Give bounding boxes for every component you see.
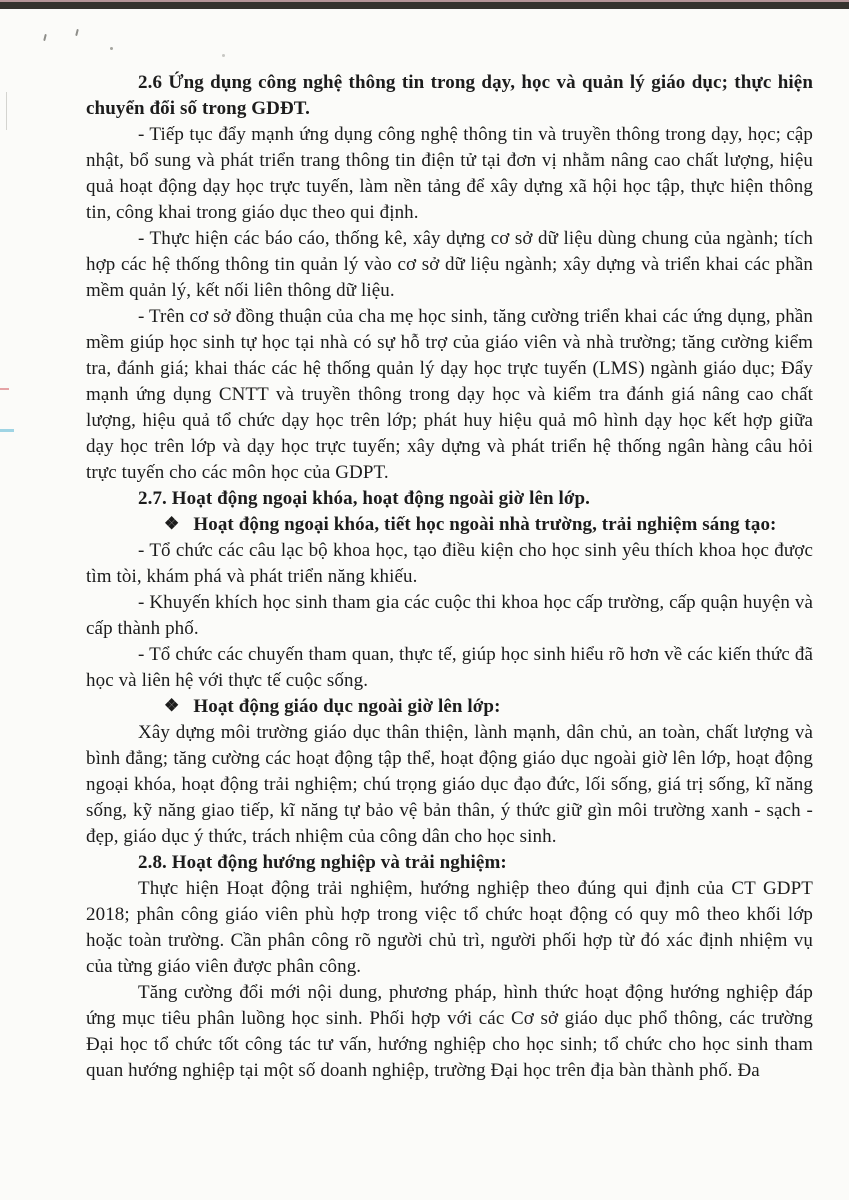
paragraph: Thực hiện Hoạt động trải nghiệm, hướng nghiệp theo đúng qui định của CT GDPT 2018; phân công giáo viên phù hợp trong việc tổ chức hoạt động có quy mô theo khối lớp hoặc toàn trường. Cần phân công rõ người chủ trì, người phối hợp từ đó xác định nhiệm vụ của từng giáo viên được phân công. xyxy=(86,878,813,977)
section-heading-2-7: 2.7. Hoạt động ngoại khóa, hoạt động ngoài giờ lên lớp. xyxy=(138,488,591,509)
subheading-extracurricular xyxy=(86,512,813,538)
subheading-out-of-class xyxy=(86,694,813,720)
section-heading-2-8: 2.8. Hoạt động hướng nghiệp và trải nghiệm: xyxy=(138,852,507,873)
subheading-label: Hoạt động giáo dục ngoài giờ lên lớp: xyxy=(193,696,501,717)
paragraph: - Khuyến khích học sinh tham gia các cuộc thi khoa học cấp trường, cấp quận huyện và cấp thành phố. xyxy=(86,592,813,639)
diamond-bullet-icon: ❖ xyxy=(164,696,180,715)
paragraph: Tăng cường đổi mới nội dung, phương pháp, hình thức hoạt động hướng nghiệp đáp ứng mục tiêu phân luồng học sinh. Phối hợp với các Cơ sở giáo dục phổ thông, các trường Đại học tổ chức tốt công tác tư vấn, hướng nghiệp cho học sinh; tổ chức cho học sinh tham quan hướng nghiệp tại một số doanh nghiệp, trường Đại học trên địa bàn thành phố. Đa xyxy=(86,982,813,1081)
paragraph: - Tiếp tục đẩy mạnh ứng dụng công nghệ thông tin và truyền thông trong dạy, học; cập nhật, bổ sung và phát triển trang thông tin điện tử tại đơn vị nhằm nâng cao chất lượng, hiệu quả hoạt động dạy học trực tuyến, làm nền tảng để xây dựng xã hội học tập, thực hiện thông tin, công khai trong giáo dục theo qui định. xyxy=(86,124,813,223)
subheading-label: Hoạt động ngoại khóa, tiết học ngoài nhà trường, trải nghiệm sáng tạo: xyxy=(193,514,777,535)
paragraph: - Tổ chức các câu lạc bộ khoa học, tạo điều kiện cho học sinh yêu thích khoa học được tìm tòi, khám phá và phát triển năng khiếu. xyxy=(86,540,813,587)
diamond-bullet-icon: ❖ xyxy=(164,514,180,533)
paragraph: Xây dựng môi trường giáo dục thân thiện, lành mạnh, dân chủ, an toàn, chất lượng và bình đẳng; tăng cường các hoạt động tập thể, hoạt động giáo dục ngoài giờ lên lớp, hoạt động ngoại khóa, hoạt động trải nghiệm; chú trọng giáo dục đạo đức, lối sống, giá trị sống, kĩ năng sống, kỹ năng giao tiếp, kĩ năng tự bảo vệ bản thân, ý thức giữ gìn môi trường xanh - sạch - đẹp, giáo dục ý thức, trách nhiệm của công dân cho học sinh. xyxy=(86,722,813,847)
section-heading-2-6: 2.6 Ứng dụng công nghệ thông tin trong dạy, học và quản lý giáo dục; thực hiện chuyển đổi số trong GDĐT. xyxy=(86,72,813,119)
paragraph: - Trên cơ sở đồng thuận của cha mẹ học sinh, tăng cường triển khai các ứng dụng, phần mềm giúp học sinh tự học tại nhà có sự hỗ trợ của giáo viên và nhà trường; tăng cường kiểm tra, đánh giá; khai thác các hệ thống quản lý dạy học trực tuyến (LMS) ngành giáo dục; Đẩy mạnh ứng dụng CNTT và truyền thông trong dạy học và kiểm tra đánh giá nâng cao chất lượng, hiệu quả tổ chức dạy học trên lớp; phát huy hiệu quả mô hình dạy học kết hợp giữa dạy học trên lớp và dạy học trực tuyến; xây dựng và phát triển hệ thống ngân hàng câu hỏi trực tuyến cho các môn học của GDPT. xyxy=(86,306,813,483)
paragraph: - Thực hiện các báo cáo, thống kê, xây dựng cơ sở dữ liệu dùng chung của ngành; tích hợp các hệ thống thông tin quản lý vào cơ sở dữ liệu ngành; xây dựng và triển khai các phần mềm quản lý, kết nối liên thông dữ liệu. xyxy=(86,228,813,301)
paragraph: - Tổ chức các chuyến tham quan, thực tế, giúp học sinh hiểu rõ hơn về các kiến thức đã học và liên hệ với thực tế cuộc sống. xyxy=(86,644,813,691)
